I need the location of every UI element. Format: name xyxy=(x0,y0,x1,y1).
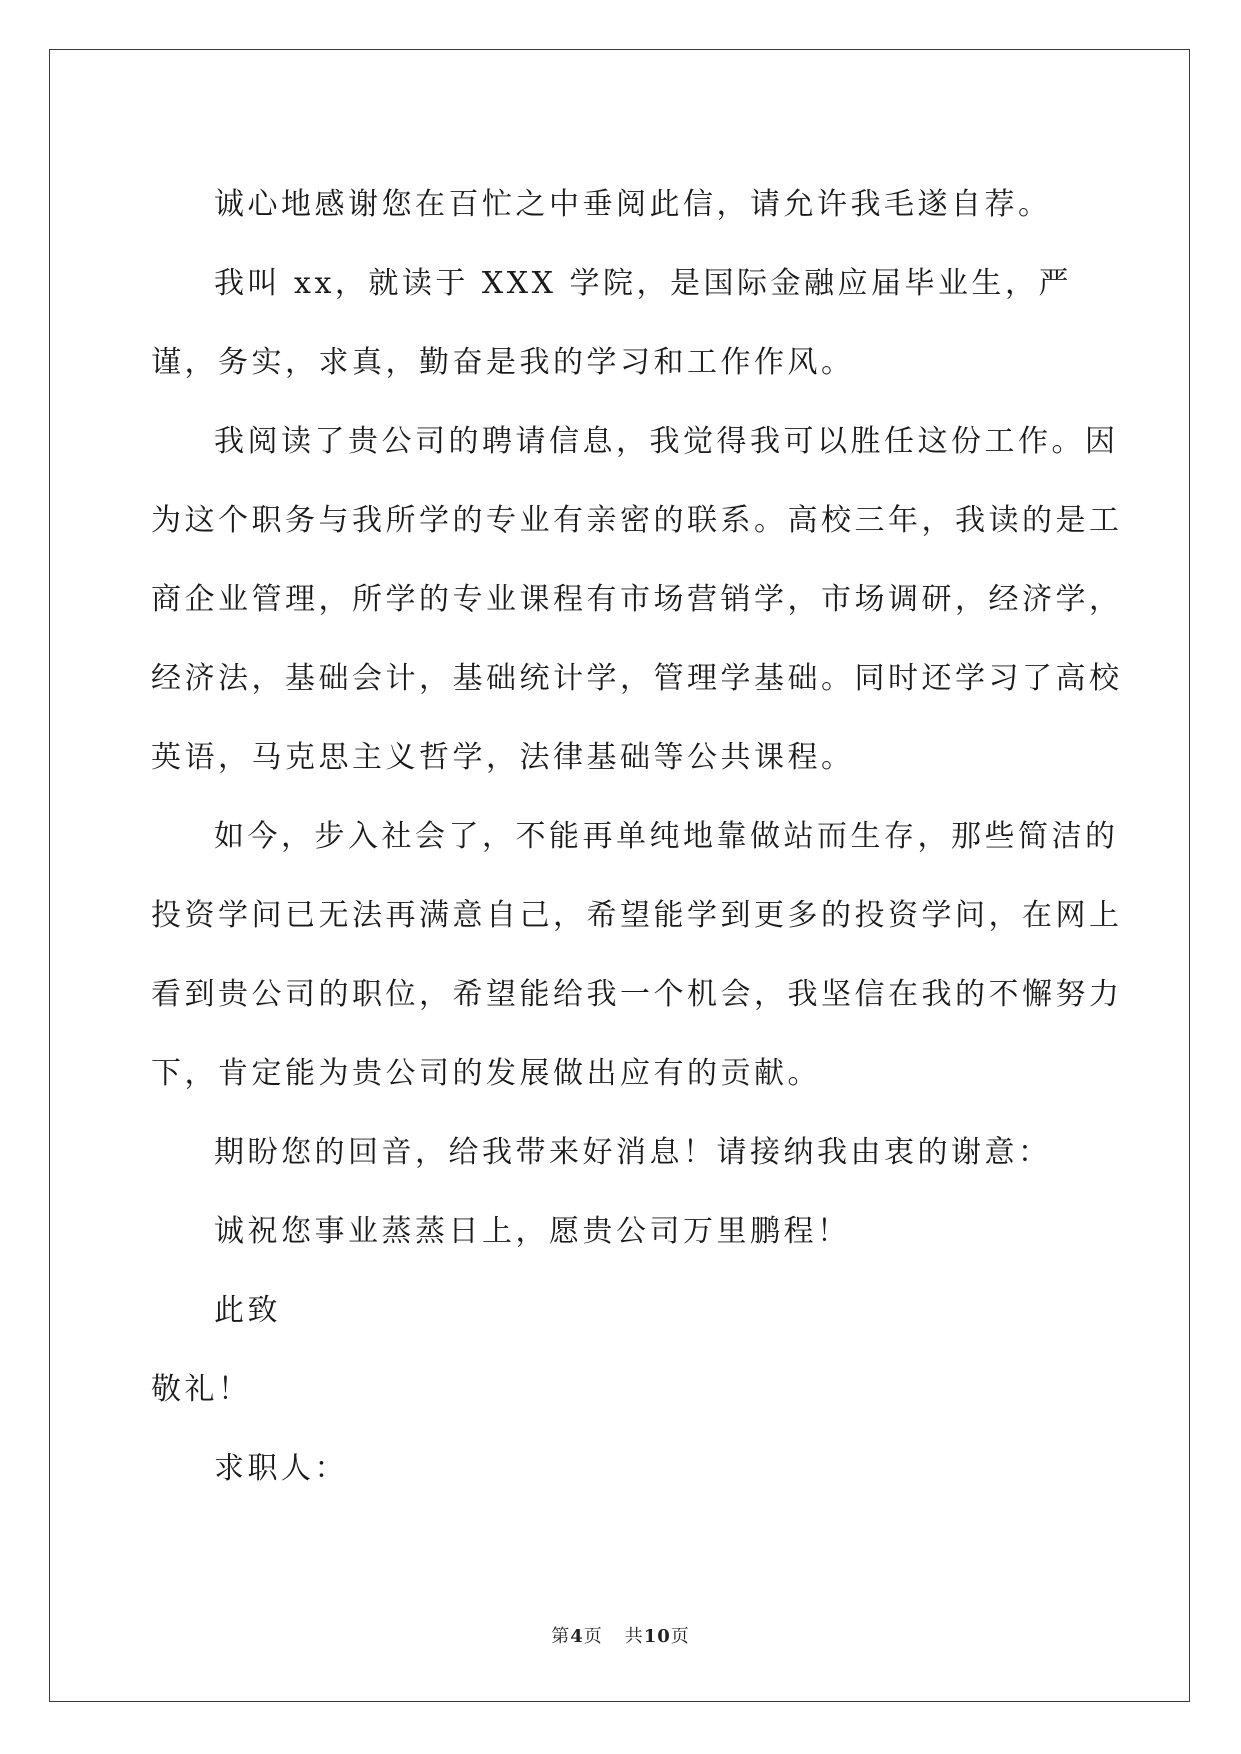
salutation-cizhi: 此致 xyxy=(214,1293,281,1328)
footer-page-prefix: 第 xyxy=(551,1626,571,1647)
paragraph-wishes: 诚祝您事业蒸蒸日上，愿贵公司万里鹏程！ xyxy=(214,1214,851,1249)
footer-total-suffix: 页 xyxy=(670,1626,690,1647)
footer-page-suffix: 页 xyxy=(583,1626,603,1647)
page-footer xyxy=(0,1626,1241,1648)
signature-applicant: 求职人： xyxy=(214,1451,348,1486)
paragraph-introduction: 我叫 xx，就读于 XXX 学院，是国际金融应届毕业生，严谨，务实，求真，勤奋是我的学习和工作作风。 xyxy=(151,266,1073,380)
footer-total-pages: 10 xyxy=(643,1626,671,1647)
paragraph-greeting: 诚心地感谢您在百忙之中垂阅此信，请允许我毛遂自荐。 xyxy=(214,187,1052,222)
paragraph-qualifications: 我阅读了贵公司的聘请信息，我觉得我可以胜任这份工作。因为这个职务与我所学的专业有亲密的联系。高校三年，我读的是工商企业管理，所学的专业课程有市场营销学，市场调研，经济学，经济法，基础会计，基础统计学，管理学基础。同时还学习了高校英语，马克思主义哲学，法律基础等公共课程。 xyxy=(151,424,1123,775)
paragraph-motivation: 如今，步入社会了，不能再单纯地靠做站而生存，那些简洁的投资学问已无法再满意自己，希望能学到更多的投资学问，在网上看到贵公司的职位，希望能给我一个机会，我坚信在我的不懈努力下，肯定能为贵公司的发展做出应有的贡献。 xyxy=(151,819,1123,1091)
salutation-jingli: 敬礼！ xyxy=(151,1372,252,1407)
paragraph-closing-request: 期盼您的回音，给我带来好消息！请接纳我由衷的谢意： xyxy=(214,1135,1052,1170)
footer-total-prefix: 共 xyxy=(624,1626,644,1647)
footer-page-number: 4 xyxy=(570,1626,584,1647)
letter-body xyxy=(151,165,1136,1508)
